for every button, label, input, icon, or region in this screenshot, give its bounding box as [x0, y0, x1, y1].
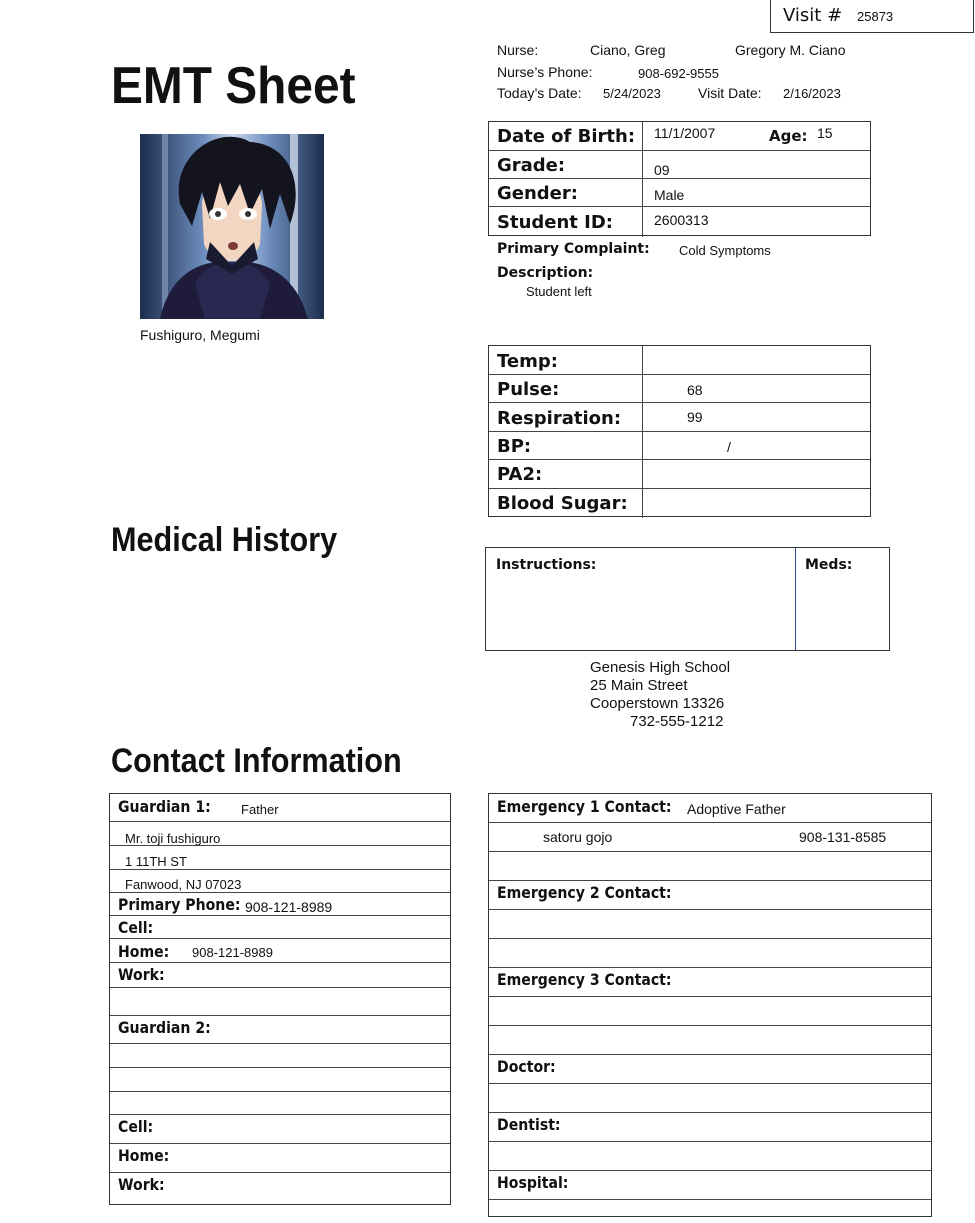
contact-information-heading: Contact Information — [111, 742, 402, 780]
nurse-full-name: Gregory M. Ciano — [735, 42, 846, 58]
nurse-phone-label: Nurse’s Phone: — [497, 64, 593, 80]
today-date-label: Today’s Date: — [497, 85, 582, 101]
visit-label: Visit # — [783, 5, 843, 26]
vital-value-pulse: 68 — [687, 382, 703, 398]
nurse-label: Nurse: — [497, 42, 539, 58]
gender-value: Male — [654, 187, 685, 203]
guardian1-work-label: Work: — [118, 965, 165, 984]
instructions-label: Instructions: — [496, 557, 597, 573]
guardian1-home-label: Home: — [118, 942, 170, 961]
student-photo — [140, 134, 324, 319]
meds-label: Meds: — [805, 557, 853, 573]
vital-label-blood-sugar: Blood Sugar: — [497, 493, 628, 514]
gender-label: Gender: — [497, 183, 578, 204]
guardian1-address1: 1 11TH ST — [125, 854, 187, 869]
portrait-illustration — [140, 134, 324, 319]
nurse-name: Ciano, Greg — [590, 42, 666, 58]
guardian2-work-label: Work: — [118, 1175, 165, 1194]
guardian-table — [109, 793, 451, 1205]
school-phone: 732-555-1212 — [630, 713, 724, 730]
dob-label: Date of Birth: — [497, 126, 636, 147]
complaint-label: Primary Complaint: — [497, 241, 650, 257]
guardian1-address2: Fanwood, NJ 07023 — [125, 877, 242, 892]
school-city: Cooperstown 13326 — [590, 695, 725, 712]
guardian1-relation: Father — [241, 802, 279, 817]
school-street: 25 Main Street — [590, 677, 688, 694]
nurse-phone: 908-692-9555 — [638, 66, 719, 81]
guardian1-name: Mr. toji fushiguro — [125, 831, 221, 846]
emergency1-phone: 908-131-8585 — [799, 829, 887, 845]
guardian1-primary-label: Primary Phone: — [118, 895, 241, 914]
dob-value: 11/1/2007 — [654, 125, 716, 141]
vital-value-bp: / — [727, 439, 731, 455]
visit-number: 25873 — [857, 9, 894, 24]
vitals-table — [488, 345, 871, 517]
student-id-value: 2600313 — [654, 212, 709, 228]
doctor-label: Doctor: — [497, 1057, 556, 1076]
grade-label: Grade: — [497, 155, 566, 176]
student-info-table — [488, 121, 871, 236]
vital-label-pulse: Pulse: — [497, 379, 560, 400]
medical-history-heading: Medical History — [111, 521, 338, 559]
vital-value-respiration: 99 — [687, 409, 703, 425]
school-name: Genesis High School — [590, 659, 731, 676]
visit-number-box — [770, 0, 974, 33]
grade-value: 09 — [654, 162, 670, 178]
emergency1-relation: Adoptive Father — [687, 801, 786, 817]
instructions-box — [485, 547, 890, 651]
emergency2-label: Emergency 2 Contact: — [497, 883, 672, 902]
guardian1-label: Guardian 1: — [118, 797, 211, 816]
emergency3-label: Emergency 3 Contact: — [497, 970, 672, 989]
description-label: Description: — [497, 265, 594, 281]
page-title: EMT Sheet — [111, 57, 356, 115]
vital-label-pa2: PA2: — [497, 464, 543, 485]
dentist-label: Dentist: — [497, 1115, 561, 1134]
visit-date-label: Visit Date: — [698, 85, 762, 101]
guardian1-home-phone: 908-121-8989 — [192, 945, 273, 960]
vital-label-bp: BP: — [497, 436, 532, 457]
vital-label-respiration: Respiration: — [497, 408, 622, 429]
student-id-label: Student ID: — [497, 212, 613, 233]
guardian2-label: Guardian 2: — [118, 1018, 211, 1037]
complaint-value: Cold Symptoms — [679, 243, 771, 258]
guardian1-primary-phone: 908-121-8989 — [245, 899, 333, 915]
emergency1-name: satoru gojo — [543, 829, 613, 845]
age-value: 15 — [817, 125, 833, 141]
description-value: Student left — [526, 284, 592, 299]
student-name: Fushiguro, Megumi — [140, 327, 260, 343]
vital-label-temp: Temp: — [497, 351, 558, 372]
visit-date: 2/16/2023 — [783, 86, 841, 101]
today-date: 5/24/2023 — [603, 86, 661, 101]
emergency1-label: Emergency 1 Contact: — [497, 797, 672, 816]
guardian2-home-label: Home: — [118, 1146, 170, 1165]
hospital-label: Hospital: — [497, 1173, 569, 1192]
guardian1-cell-label: Cell: — [118, 918, 154, 937]
guardian2-cell-label: Cell: — [118, 1117, 154, 1136]
emergency-table — [488, 793, 932, 1217]
age-label: Age: — [769, 127, 808, 145]
